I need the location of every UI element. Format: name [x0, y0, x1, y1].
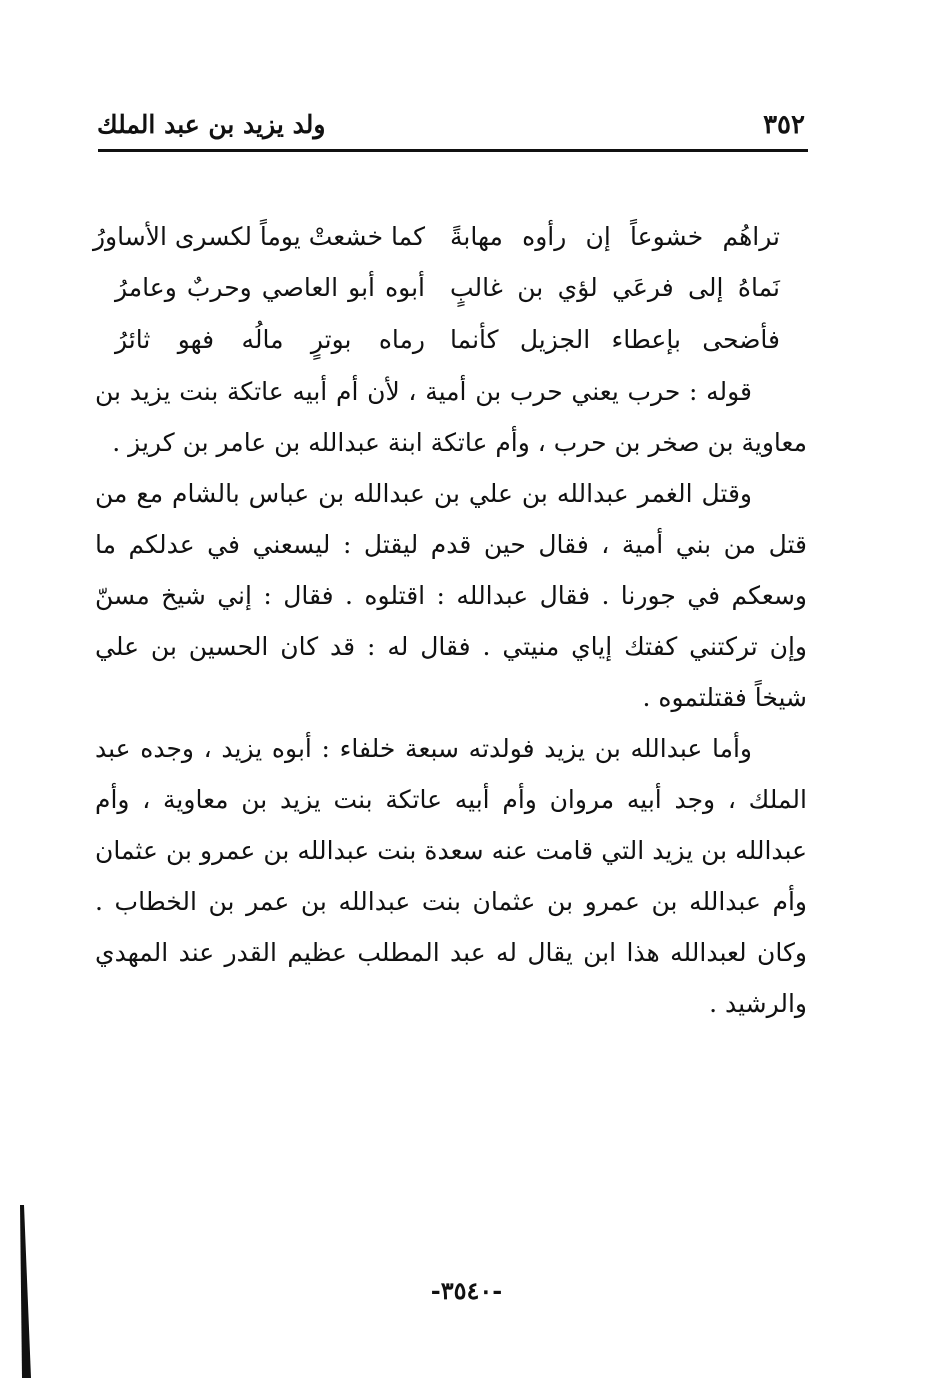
running-title: ولد يزيد بن عبد الملك: [97, 110, 326, 139]
page-number: ٣٥٢: [763, 110, 805, 140]
verse-first-hemistich: نَماهُ إلى فرعَي لؤي بن غالبٍ: [450, 273, 780, 302]
paragraph: قوله : حرب يعني حرب بن أمية ، لأن أم أبيه عاتكة بنت يزيد بن معاوية بن صخر بن حرب ، وأم عاتكة ابنة عبدالله بن عامر بن كريز .: [95, 377, 807, 457]
verse-second-hemistich: رماه بوترٍ مالُه فهو ثائرُ: [115, 325, 425, 354]
body-text: [95, 366, 807, 1029]
verse-second-hemistich: أبوه أبو العاصي وحربٌ وعامرُ: [115, 273, 425, 302]
verse-second-hemistich: كما خشعتْ يوماً لكسرى الأساورُ: [92, 222, 425, 251]
verse-first-hemistich: فأضحى بإعطاء الجزيل كأنما: [450, 325, 780, 354]
paragraph: وقتل الغمر عبدالله بن علي بن عبدالله بن عباس بالشام مع من قتل من بني أمية ، فقال حين قدم ليقتل : ليسعني في عدلكم ما وسعكم في جورنا . فقال عبدالله : اقتلوه . فقال : إني شيخ مسنّ وإن تركتني كفتك إياي منيتي . فقال له : قد كان الحسين بن علي شيخاً فقتلتموه .: [95, 479, 807, 712]
verse-first-hemistich: تراهُم خشوعاً إن رأوه مهابةً: [450, 222, 780, 251]
folio-number: -٣٥٤٠-: [430, 1276, 503, 1305]
verse-line: [115, 273, 780, 323]
running-header: [95, 108, 807, 152]
scan-edge-mark: [18, 1205, 32, 1378]
paragraph: وأما عبدالله بن يزيد فولدته سبعة خلفاء : أبوه يزيد ، وجده عبد الملك ، وجد أبيه مروان وأم أبيه عاتكة بنت يزيد بن معاوية ، وأم عبدالله بن يزيد التي قامت عنه سعدة بنت عبدالله بن عمرو بن عثمان وأم عبدالله بن عمرو بن عثمان بنت عبدالله بن عمر بن الخطاب . وكان لعبدالله هذا ابن يقال له عبد المطلب عظيم القدر عند المهدي والرشيد .: [95, 734, 807, 1018]
verse-line: [92, 222, 780, 272]
header-rule: [98, 149, 808, 152]
